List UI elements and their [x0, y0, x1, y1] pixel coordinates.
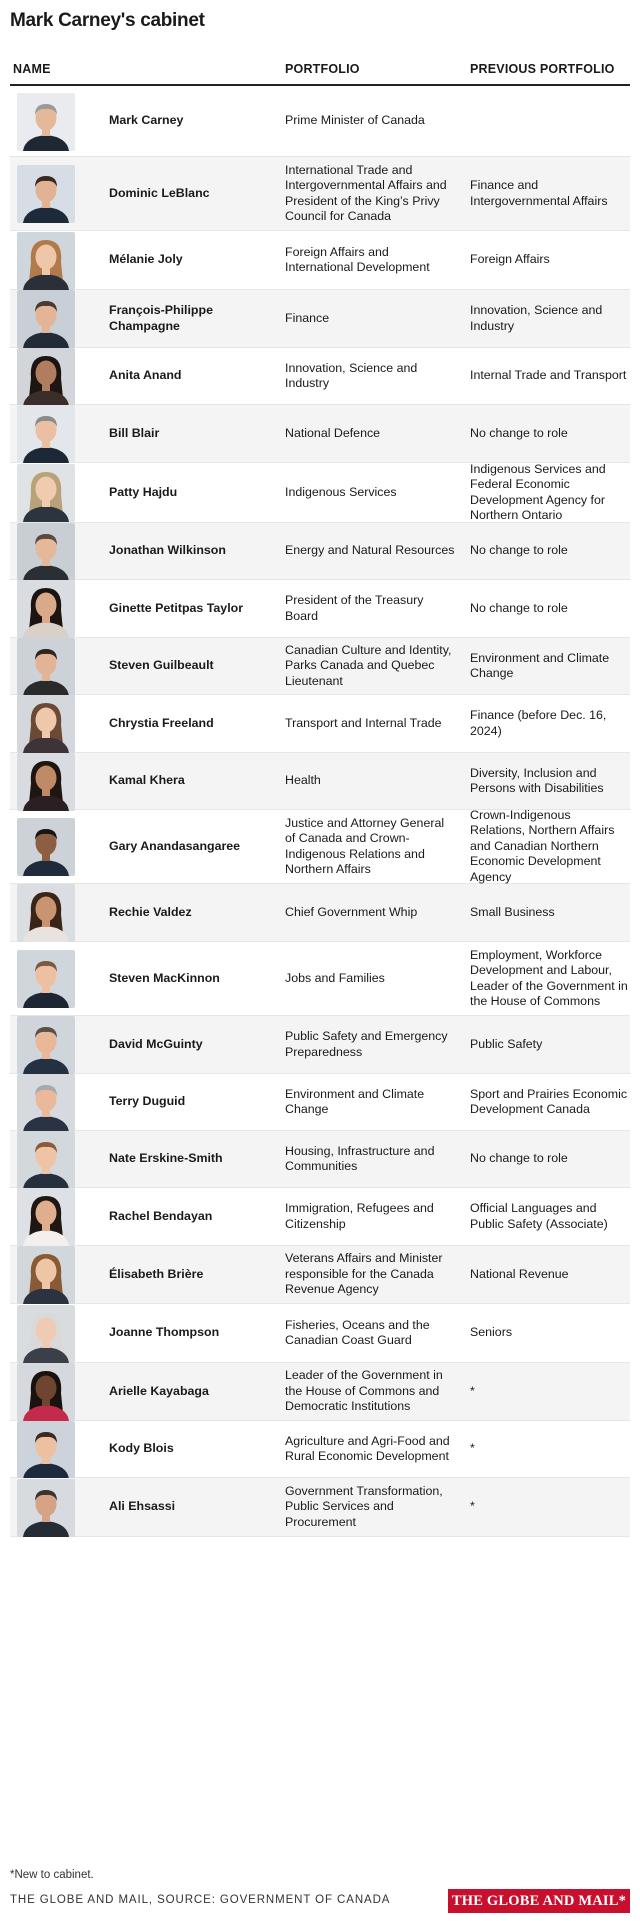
table-row	[10, 753, 630, 810]
person-name	[109, 695, 279, 752]
previous-portfolio-text-value: Environment and Climate Change	[470, 650, 610, 680]
portfolio-text	[285, 463, 455, 522]
table-row	[10, 1188, 630, 1246]
table-header	[10, 54, 630, 86]
previous-portfolio-text	[470, 463, 628, 522]
person-name	[109, 1188, 279, 1245]
table-row	[10, 695, 630, 753]
portfolio-text-value: Leader of the Government in the House of Commons and Democratic Institutions	[285, 1368, 443, 1414]
table-row	[10, 1363, 630, 1421]
previous-portfolio-text	[470, 695, 628, 752]
previous-portfolio-text	[470, 523, 628, 579]
person-name	[109, 638, 279, 694]
column-header-name: NAME	[13, 62, 51, 76]
previous-portfolio-text-value: Small Business	[470, 904, 555, 919]
table-row	[10, 1478, 630, 1537]
portrait-photo	[17, 1016, 75, 1074]
portrait-photo	[17, 1131, 75, 1189]
portfolio-text-value: President of the Treasury Board	[285, 593, 424, 623]
table-row	[10, 1421, 630, 1478]
person-name	[109, 157, 279, 230]
portfolio-text-value: Indigenous Services	[285, 484, 397, 499]
portrait-photo	[17, 1246, 75, 1304]
previous-portfolio-text-value: Sport and Prairies Economic Development Canada	[470, 1086, 628, 1116]
previous-portfolio-text	[470, 231, 628, 289]
portfolio-text-value: Housing, Infrastructure and Communities	[285, 1143, 435, 1173]
table-row	[10, 807, 630, 884]
portrait-photo	[17, 523, 75, 581]
portfolio-text	[285, 1246, 455, 1303]
table-row	[10, 942, 630, 1016]
person-name	[109, 1131, 279, 1187]
portfolio-text	[285, 638, 455, 694]
table-row	[10, 157, 630, 231]
previous-portfolio-text	[470, 157, 628, 230]
person-name	[109, 753, 279, 809]
previous-portfolio-text	[470, 348, 628, 404]
person-name	[109, 942, 279, 1015]
portrait-photo	[17, 93, 75, 151]
portfolio-text-value: Transport and Internal Trade	[285, 715, 442, 730]
portrait-photo	[17, 1074, 75, 1132]
portfolio-text	[285, 1074, 455, 1130]
person-name	[109, 231, 279, 289]
portfolio-text-value: Innovation, Science and Industry	[285, 360, 418, 390]
table-row	[10, 231, 630, 290]
cabinet-table	[10, 86, 630, 1537]
portfolio-text-value: Agriculture and Agri-Food and Rural Economic Development	[285, 1433, 450, 1463]
table-row	[10, 1074, 630, 1131]
portfolio-text	[285, 753, 455, 809]
previous-portfolio-text	[470, 807, 628, 884]
previous-portfolio-text	[470, 290, 628, 347]
previous-portfolio-text-value: National Revenue	[470, 1266, 569, 1281]
portrait-photo	[17, 638, 75, 696]
portrait-photo	[17, 580, 75, 638]
person-name-value: Terry Duguid	[109, 1094, 186, 1109]
previous-portfolio-text-value: Seniors	[470, 1325, 513, 1340]
previous-portfolio-text-value: Crown-Indigenous Relations, Northern Affairs and Canadian Northern Economic Development Agency	[470, 807, 615, 884]
table-row	[10, 86, 630, 157]
portfolio-text-value: Health	[285, 773, 321, 788]
previous-portfolio-text	[470, 753, 628, 809]
portfolio-text	[285, 157, 455, 230]
person-name	[109, 1016, 279, 1073]
portfolio-text	[285, 405, 455, 462]
person-name	[109, 1478, 279, 1536]
person-name-value: Patty Hajdu	[109, 484, 178, 499]
table-row	[10, 1016, 630, 1074]
previous-portfolio-text-value: Foreign Affairs	[470, 252, 550, 267]
portfolio-text	[285, 1478, 455, 1536]
previous-portfolio-text-value: *	[470, 1441, 475, 1456]
previous-portfolio-text	[470, 1016, 628, 1073]
table-row	[10, 290, 630, 348]
person-name	[109, 523, 279, 579]
person-name-value: Mark Carney	[109, 113, 184, 128]
portfolio-text	[285, 810, 455, 883]
portfolio-text	[285, 231, 455, 289]
person-name-value: Ginette Petitpas Taylor	[109, 600, 244, 615]
portrait-photo	[17, 1305, 75, 1363]
previous-portfolio-text	[470, 1478, 628, 1536]
previous-portfolio-text	[470, 884, 628, 941]
portfolio-text-value: Public Safety and Emergency Preparedness	[285, 1029, 448, 1059]
portrait-photo	[17, 165, 75, 223]
person-name-value: David McGuinty	[109, 1036, 203, 1051]
previous-portfolio-text-value: Finance (before Dec. 16, 2024)	[470, 708, 607, 738]
person-name	[109, 405, 279, 462]
table-row	[10, 884, 630, 942]
portfolio-text	[285, 695, 455, 752]
portfolio-text-value: Canadian Culture and Identity, Parks Canada and Quebec Lieutenant	[285, 642, 452, 688]
table-row	[10, 1304, 630, 1363]
portfolio-text	[285, 348, 455, 404]
table-row	[10, 405, 630, 463]
person-name-value: Dominic LeBlanc	[109, 185, 210, 200]
person-name-value: Kody Blois	[109, 1441, 174, 1456]
person-name-value: Jonathan Wilkinson	[109, 543, 226, 558]
person-name	[109, 290, 279, 347]
portfolio-text	[285, 1363, 455, 1420]
person-name-value: Mélanie Joly	[109, 252, 183, 267]
portfolio-text-value: Energy and Natural Resources	[285, 543, 455, 558]
person-name	[109, 810, 279, 883]
previous-portfolio-text	[470, 1246, 628, 1303]
portrait-photo	[17, 290, 75, 348]
portrait-photo	[17, 348, 75, 406]
portfolio-text-value: Environment and Climate Change	[285, 1086, 425, 1116]
portrait-photo	[17, 753, 75, 811]
previous-portfolio-text	[470, 1304, 628, 1362]
previous-portfolio-text-value: No change to role	[470, 1151, 568, 1166]
portrait-photo	[17, 1479, 75, 1537]
person-name	[109, 1304, 279, 1362]
table-row	[10, 1246, 630, 1304]
previous-portfolio-text	[470, 1131, 628, 1187]
portfolio-text	[285, 1131, 455, 1187]
person-name	[109, 86, 279, 156]
portfolio-text-value: Foreign Affairs and International Development	[285, 244, 430, 274]
portfolio-text-value: Chief Government Whip	[285, 904, 418, 919]
portfolio-text	[285, 942, 455, 1015]
previous-portfolio-text	[470, 1188, 628, 1245]
portrait-photo	[17, 405, 75, 463]
previous-portfolio-text-value: *	[470, 1499, 475, 1514]
portfolio-text	[285, 1188, 455, 1245]
table-row	[10, 348, 630, 405]
previous-portfolio-text	[470, 1074, 628, 1130]
person-name	[109, 580, 279, 637]
portfolio-text	[285, 523, 455, 579]
portfolio-text-value: National Defence	[285, 425, 381, 440]
portfolio-text-value: Prime Minister of Canada	[285, 113, 425, 128]
person-name	[109, 348, 279, 404]
person-name-value: Chrystia Freeland	[109, 715, 214, 730]
portfolio-text	[285, 580, 455, 637]
previous-portfolio-text-value: Diversity, Inclusion and Persons with Disabilities	[470, 765, 604, 795]
previous-portfolio-text-value: *	[470, 1383, 475, 1398]
portfolio-text-value: Immigration, Refugees and Citizenship	[285, 1201, 434, 1231]
person-name-value: Steven Guilbeault	[109, 658, 214, 673]
previous-portfolio-text-value: No change to role	[470, 425, 568, 440]
portrait-photo	[17, 695, 75, 753]
person-name-value: Steven MacKinnon	[109, 970, 220, 985]
portrait-photo	[17, 818, 75, 876]
portfolio-text-value: International Trade and Intergovernmental Affairs and President of the King’s Privy Council for Canada	[285, 162, 447, 223]
portrait-photo	[17, 464, 75, 522]
column-header-previous: PREVIOUS PORTFOLIO	[470, 62, 615, 76]
previous-portfolio-text-value: No change to role	[470, 600, 568, 615]
portfolio-text	[285, 290, 455, 347]
previous-portfolio-text	[470, 405, 628, 462]
person-name-value: Gary Anandasangaree	[109, 838, 241, 853]
person-name	[109, 1246, 279, 1303]
portfolio-text	[285, 1016, 455, 1073]
portfolio-text	[285, 1304, 455, 1362]
portrait-photo	[17, 1363, 75, 1421]
portfolio-text-value: Fisheries, Oceans and the Canadian Coast Guard	[285, 1317, 430, 1347]
person-name-value: Ali Ehsassi	[109, 1499, 176, 1514]
page-title: Mark Carney's cabinet	[10, 10, 205, 31]
portfolio-text-value: Veterans Affairs and Minister responsible for the Canada Revenue Agency	[285, 1251, 443, 1297]
previous-portfolio-text-value: No change to role	[470, 543, 568, 558]
footnote: *New to cabinet.	[10, 1869, 94, 1881]
person-name-value: Rachel Bendayan	[109, 1208, 213, 1223]
table-row	[10, 638, 630, 695]
portrait-photo	[17, 232, 75, 290]
previous-portfolio-text	[470, 1363, 628, 1420]
person-name-value: Kamal Khera	[109, 773, 185, 788]
previous-portfolio-text-value: Indigenous Services and Federal Economic Development Agency for Northern Ontario	[470, 461, 606, 522]
person-name	[109, 463, 279, 522]
portrait-photo	[17, 884, 75, 942]
portfolio-text	[285, 86, 455, 156]
previous-portfolio-text	[470, 942, 628, 1015]
person-name	[109, 1421, 279, 1477]
portfolio-text	[285, 884, 455, 941]
previous-portfolio-text-value: Finance and Intergovernmental Affairs	[470, 178, 608, 208]
previous-portfolio-text	[470, 580, 628, 637]
table-row	[10, 463, 630, 523]
person-name-value: Anita Anand	[109, 368, 182, 383]
portfolio-text-value: Government Transformation, Public Services and Procurement	[285, 1483, 443, 1529]
person-name-value: Rechie Valdez	[109, 904, 192, 919]
previous-portfolio-text	[470, 1421, 628, 1477]
portrait-photo	[17, 950, 75, 1008]
globe-and-mail-logo: THE GLOBE AND MAIL*	[448, 1889, 630, 1913]
portfolio-text-value: Finance	[285, 310, 330, 325]
portrait-photo	[17, 1188, 75, 1246]
table-row	[10, 1131, 630, 1188]
portfolio-text-value: Jobs and Families	[285, 970, 385, 985]
person-name-value: Bill Blair	[109, 425, 160, 440]
previous-portfolio-text-value: Public Safety	[470, 1036, 543, 1051]
person-name	[109, 1363, 279, 1420]
previous-portfolio-text-value: Official Languages and Public Safety (Associate)	[470, 1201, 608, 1231]
previous-portfolio-text	[470, 638, 628, 694]
source-credit: THE GLOBE AND MAIL, SOURCE: GOVERNMENT OF CANADA	[10, 1894, 391, 1906]
portrait-photo	[17, 1421, 75, 1479]
table-row	[10, 580, 630, 638]
previous-portfolio-text-value: Internal Trade and Transport	[470, 368, 627, 383]
previous-portfolio-text	[470, 86, 628, 156]
person-name-value: Joanne Thompson	[109, 1325, 220, 1340]
person-name-value: François-Philippe Champagne	[109, 303, 213, 333]
portfolio-text	[285, 1421, 455, 1477]
person-name	[109, 1074, 279, 1130]
person-name	[109, 884, 279, 941]
person-name-value: Arielle Kayabaga	[109, 1383, 209, 1398]
person-name-value: Nate Erskine-Smith	[109, 1151, 223, 1166]
person-name-value: Élisabeth Brière	[109, 1266, 204, 1281]
column-header-portfolio: PORTFOLIO	[285, 62, 360, 76]
portfolio-text-value: Justice and Attorney General of Canada and Crown-Indigenous Relations and Northern Affairs	[285, 815, 445, 876]
previous-portfolio-text-value: Employment, Workforce Development and Labour, Leader of the Government in the House of Commons	[470, 947, 628, 1008]
previous-portfolio-text-value: Innovation, Science and Industry	[470, 303, 603, 333]
table-row	[10, 523, 630, 580]
